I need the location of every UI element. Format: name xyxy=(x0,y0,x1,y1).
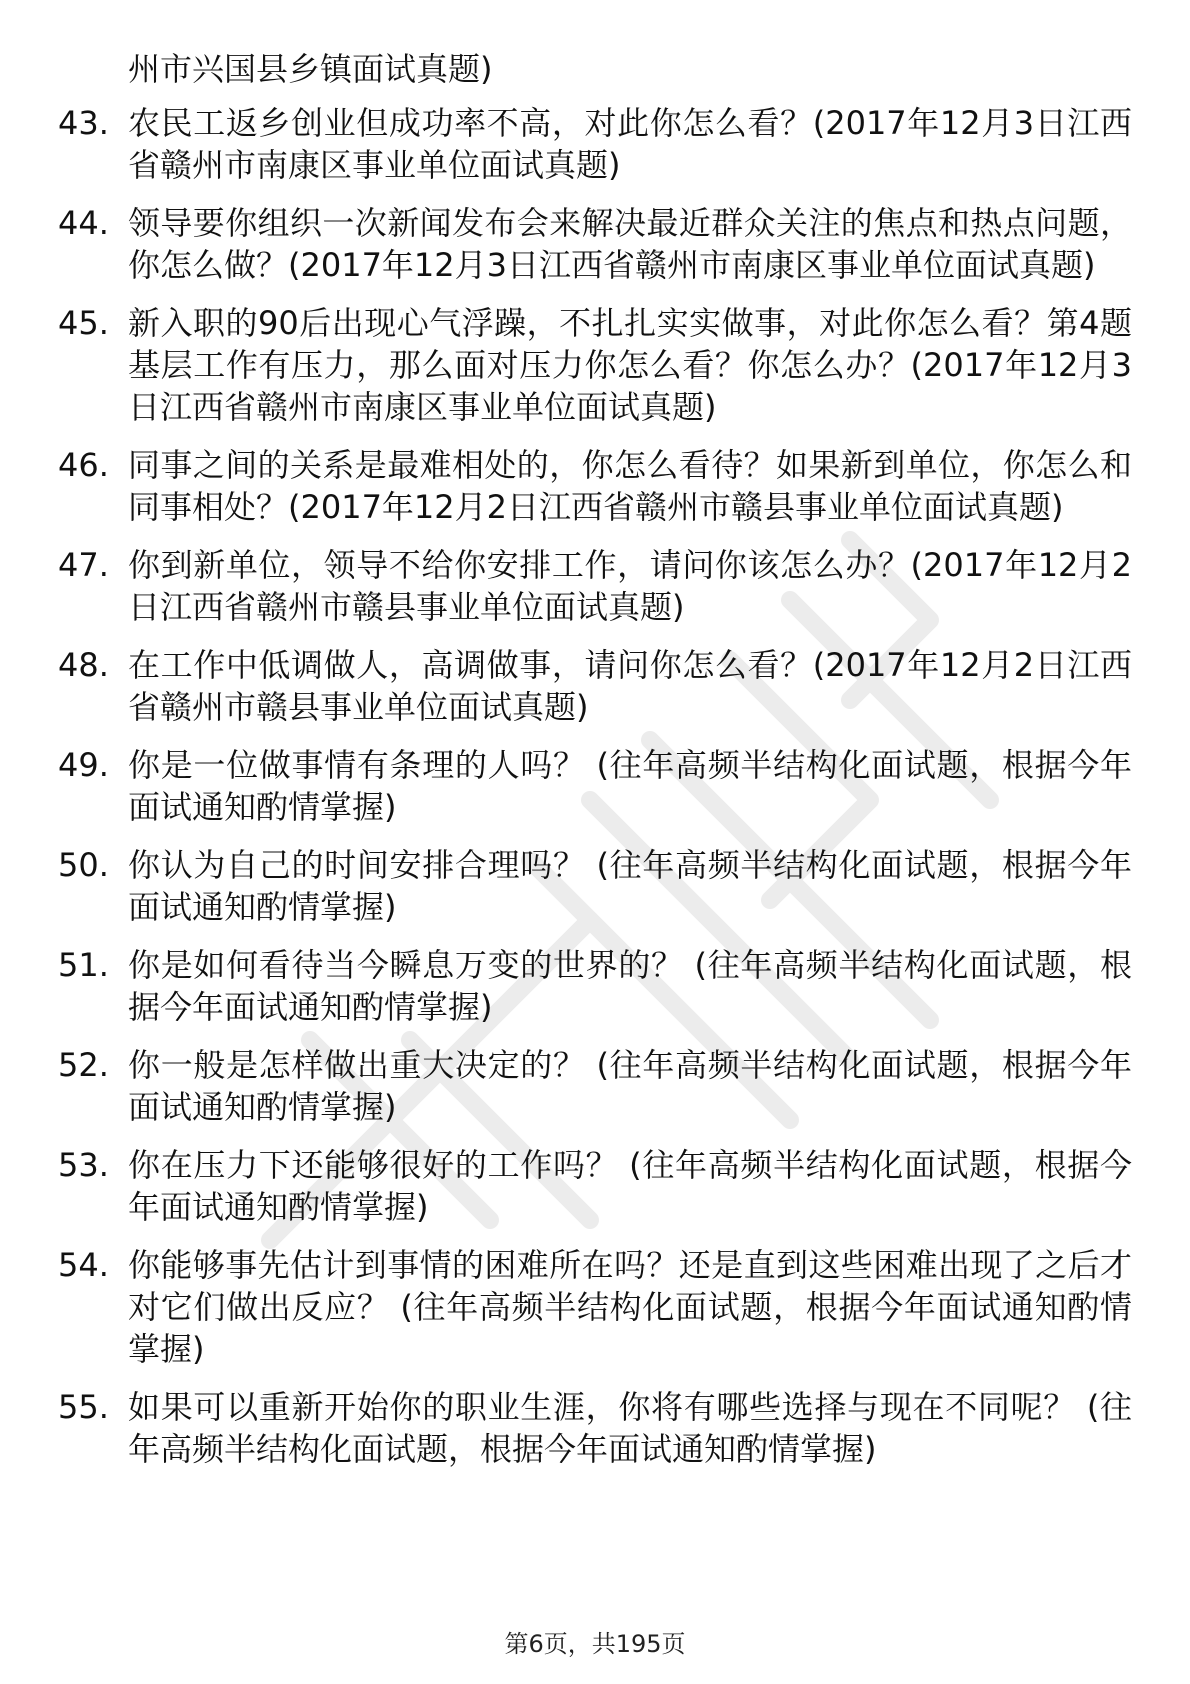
question-item xyxy=(58,1244,1132,1370)
page-footer: 第6页，共195页 xyxy=(504,1630,686,1658)
question-number: 50. xyxy=(58,846,109,884)
question-number: 55. xyxy=(58,1388,109,1426)
question-text: 如果可以重新开始你的职业生涯，你将有哪些选择与现在不同呢？ (往年高频半结构化面试题，根据今年面试通知酌情掌握) xyxy=(128,1388,1132,1468)
question-number: 44. xyxy=(58,204,109,242)
question-item xyxy=(58,302,1132,428)
question-number: 47. xyxy=(58,546,109,584)
question-item xyxy=(58,1386,1132,1470)
question-text: 领导要你组织一次新闻发布会来解决最近群众关注的焦点和热点问题，你怎么做？(2017年12月3日江西省赣州市南康区事业单位面试真题) xyxy=(128,204,1132,284)
continued-text: 州市兴国县乡镇面试真题) xyxy=(128,50,493,88)
question-text: 你认为自己的时间安排合理吗？ (往年高频半结构化面试题，根据今年面试通知酌情掌握) xyxy=(128,846,1132,926)
question-text: 你能够事先估计到事情的困难所在吗？还是直到这些困难出现了之后才对它们做出反应？ (往年高频半结构化面试题，根据今年面试通知酌情掌握) xyxy=(128,1246,1132,1368)
question-list xyxy=(58,102,1132,1470)
question-text: 农民工返乡创业但成功率不高，对此你怎么看？(2017年12月3日江西省赣州市南康区事业单位面试真题) xyxy=(128,104,1132,184)
question-number: 43. xyxy=(58,104,109,142)
question-number: 49. xyxy=(58,746,109,784)
question-content xyxy=(58,48,1132,1486)
question-number: 53. xyxy=(58,1146,109,1184)
question-text: 你一般是怎样做出重大决定的？ (往年高频半结构化面试题，根据今年面试通知酌情掌握) xyxy=(128,1046,1132,1126)
question-item xyxy=(58,544,1132,628)
question-item xyxy=(58,102,1132,186)
question-number: 46. xyxy=(58,446,109,484)
question-item xyxy=(58,944,1132,1028)
question-number: 52. xyxy=(58,1046,109,1084)
question-text: 同事之间的关系是最难相处的，你怎么看待？如果新到单位，你怎么和同事相处？(2017年12月2日江西省赣州市赣县事业单位面试真题) xyxy=(128,446,1132,526)
question-number: 51. xyxy=(58,946,109,984)
question-item xyxy=(58,844,1132,928)
question-number: 48. xyxy=(58,646,109,684)
question-text: 在工作中低调做人，高调做事，请问你怎么看？(2017年12月2日江西省赣州市赣县事业单位面试真题) xyxy=(128,646,1132,726)
question-text: 你在压力下还能够很好的工作吗？ (往年高频半结构化面试题，根据今年面试通知酌情掌握) xyxy=(128,1146,1132,1226)
question-number: 45. xyxy=(58,304,109,342)
question-text: 你是如何看待当今瞬息万变的世界的？ (往年高频半结构化面试题，根据今年面试通知酌情掌握) xyxy=(128,946,1132,1026)
question-item xyxy=(58,202,1132,286)
question-text: 你是一位做事情有条理的人吗？ (往年高频半结构化面试题，根据今年面试通知酌情掌握) xyxy=(128,746,1132,826)
question-item xyxy=(58,444,1132,528)
question-item xyxy=(58,1144,1132,1228)
question-text: 新入职的90后出现心气浮躁，不扎扎实实做事，对此你怎么看？第4题基层工作有压力，那么面对压力你怎么看？你怎么办？(2017年12月3日江西省赣州市南康区事业单位面试真题) xyxy=(128,304,1132,426)
question-item xyxy=(58,744,1132,828)
question-text: 你到新单位，领导不给你安排工作，请问你该怎么办？(2017年12月2日江西省赣州市赣县事业单位面试真题) xyxy=(128,546,1132,626)
question-item xyxy=(58,644,1132,728)
question-number: 54. xyxy=(58,1246,109,1284)
question-item xyxy=(58,1044,1132,1128)
